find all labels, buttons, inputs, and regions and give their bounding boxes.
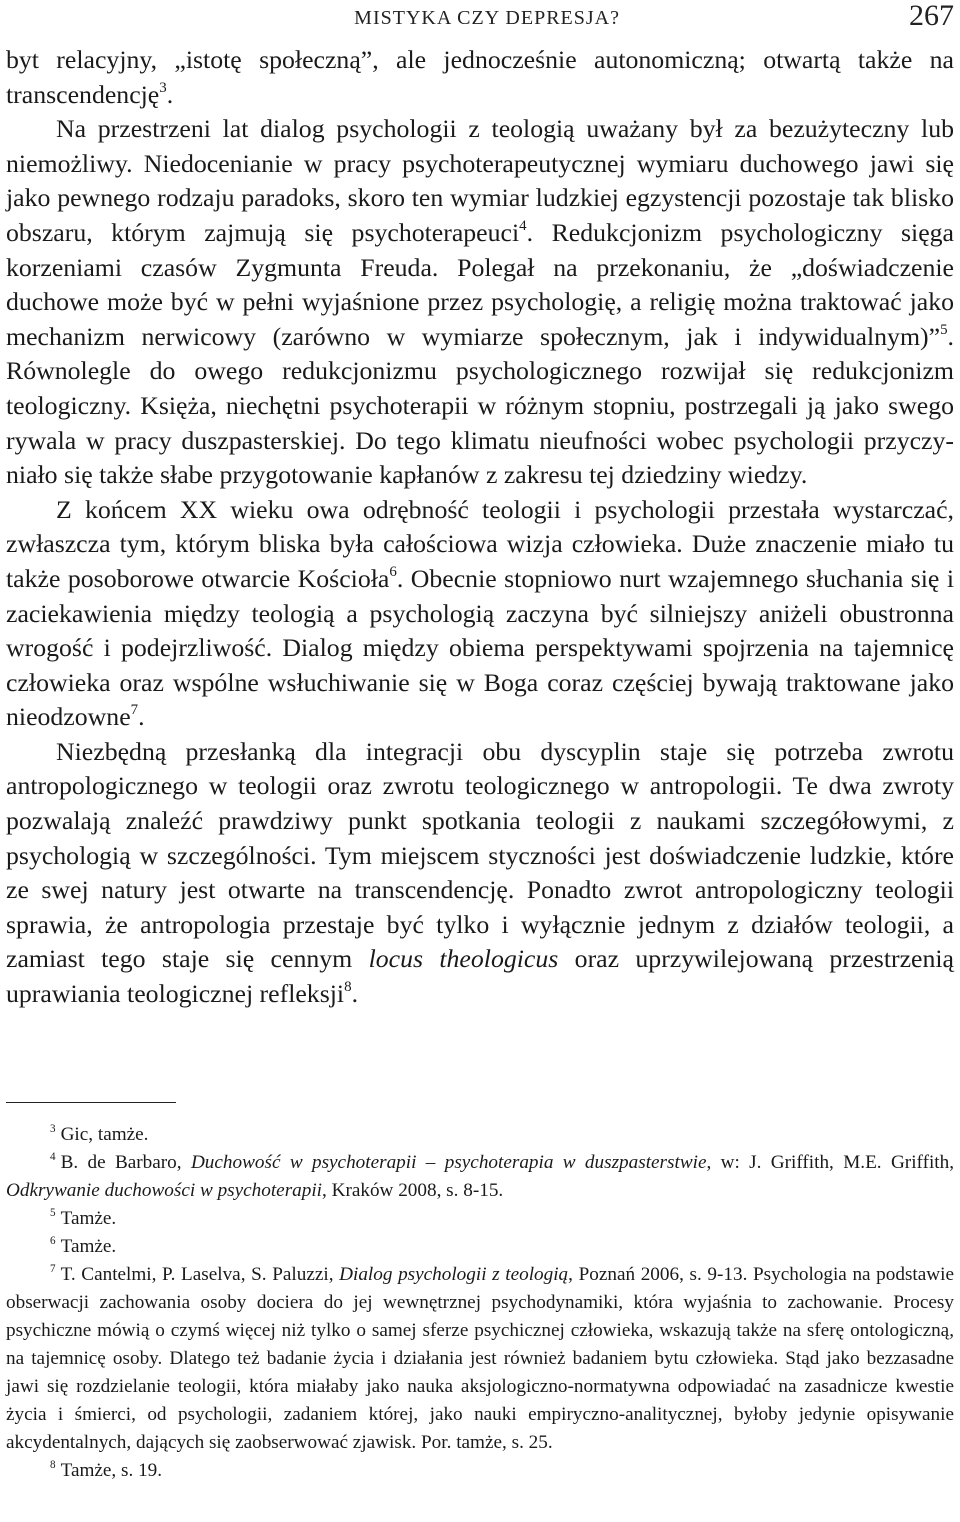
footnote-number: 6 bbox=[50, 1234, 56, 1247]
footnote-ref-6: 6 bbox=[389, 563, 397, 580]
footnote-number: 3 bbox=[50, 1122, 56, 1135]
footnotes bbox=[6, 1121, 954, 1485]
footnote-4: $^4$ B. de Barbaro, Duchowość w psychoterapii – psychoterapia w duszpasterstwie, w: J. Griffith, M.E. Griffith, Odkrywanie duchowości w psychoterapii, Kraków 2008, s. 8-15. bbox=[6, 1150, 955, 1201]
paragraph-1: byt relacyjny, „istotę społeczną”, ale jednocześnie autonomiczną; otwartą także na transcendencję$^3$. bbox=[6, 45, 954, 109]
page-header bbox=[0, 0, 960, 40]
footnote-ref-5: 5 bbox=[940, 321, 948, 338]
footnote-3: $^3$ Gic, tamże. bbox=[50, 1122, 149, 1145]
footnote-ref-8: 8 bbox=[344, 978, 352, 995]
footnote-number: 7 bbox=[50, 1262, 56, 1275]
paragraph-3: Z końcem XX wieku owa odrębność teologii i psychologii przestała wystarczać, zwłaszcza tym, którym bliska była całościowa wizja człowieka. Duże znaczenie miało tu także posoborowe otwarcie Kościoła$^6$. Obecnie stopniowo nurt wzajemnego słuchania się i zaciekawienia między teologią a psychologią zaczyna być silniejszy aniżeli obustronna wrogość i podejrzliwość. Dialog między obiema perspektywami spojrzenia na tajemnicę człowieka oraz wspólne wsłuchiwanie się w Boga coraz częściej bywają traktowane jako nieodzowne$^7$. bbox=[6, 494, 954, 732]
paragraph-2: Na przestrzeni lat dialog psychologii z teologią uważany był za bezużyteczny lub niemożliwy. Niedocenianie w pracy psychoterapeutycznej wymiaru duchowego jawi się jako pewnego rodzaju paradoks, skoro ten wymiar ludzkiej egzystencji pozostaje tak blisko obszaru, którym zajmują się psychoterapeuci$^4$. Redukcjonizm psychologiczny sięga korzeniami czasów Zygmunta Freuda. Polegał na przekonaniu, że „doświadczenie duchowe może być w pełni wyjaśnione przez psychologię, a religię można traktować jako mechanizm nerwicowy (zarówno w wymiarze społecznym, jak i indywidualnym)”$^5$. Równolegle do owego redukcjonizmu psychologicznego rozwijał się redukcjonizm teologiczny. Księża, niechętni psychoterapii w różnym stopniu, postrzegali ją jako swego rywala w pracy duszpasterskiej. Do tego klimatu nieufności wobec psychologii przyczyniało się także słabe przygotowanie kapłanów z zakresu tej dziedziny wiedzy. bbox=[6, 114, 954, 490]
running-title: MISTYKA CZY DEPRESJA? bbox=[354, 7, 620, 29]
italic-term: locus theologicus bbox=[368, 944, 559, 974]
footnote-ref-3: 3 bbox=[159, 79, 167, 96]
footnote-ref-7: 7 bbox=[130, 702, 139, 719]
footnote-number: 4 bbox=[50, 1150, 56, 1163]
main-text bbox=[6, 43, 954, 1012]
footnote-separator bbox=[6, 1102, 176, 1103]
footnote-6: $^6$ Tamże. bbox=[50, 1234, 117, 1257]
footnote-number: 8 bbox=[50, 1458, 56, 1471]
paragraph-4: Niezbędną przesłanką dla integracji obu dyscyplin staje się potrzeba zwrotu antropologicznego w teologii oraz zwrotu teologicznego w antropologii. Te dwa zwroty pozwalają znaleźć prawdziwy punkt spotkania teologii z naukami szczegółowymi, z psychologią w szczególności. Tym miejscem styczności jest doświadczenie ludzkie, które ze swej natury jest otwarte na transcendencję. Ponadto zwrot antropologiczny teologii sprawia, że antropologia przestaje być tylko i wyłącznie jednym z działów teologii, a zamiast tego staje się cennym locus theologicus oraz uprzywilejowaną przestrzenią uprawiania teologicznej refleksji$^8$. bbox=[6, 736, 955, 1009]
footnote-number: 5 bbox=[50, 1206, 56, 1219]
footnote-8: $^8$ Tamże, s. 19. bbox=[50, 1458, 163, 1481]
footnote-7: $^7$ T. Cantelmi, P. Laselva, S. Paluzzi, Dialog psychologii z teologią, Poznań 2006, s. 9-13. Psychologia na podstawie obserwacji zachowania osoby dociera do jej wewnętrznej psychodynamiki, która wyjaśnia to zachowanie. Procesy psychiczne mówią o czymś więcej niż tylko o samej sferze psychicznej człowieka, wskazują także na sferę ontologiczną, na tajemnicę osoby. Dlatego też badanie życia i działania jest również badaniem bytu człowieka. Stąd jako bezzasadne jawi się rozdzielanie teologii, która miałaby jako nauka aksjologiczno-normatywna odpowiadać na zasadnicze kwestie życia i śmierci, od psychologii, zadaniem której, jako nauki empiryczno-analitycznej, byłoby jedynie opisywanie akcydentalnych, dających się zaobserwować zjawisk. Por. tamże, s. 25. bbox=[6, 1262, 954, 1453]
page-number: 267 bbox=[909, 0, 954, 32]
footnote-ref-4: 4 bbox=[519, 217, 527, 234]
footnote-5: $^5$ Tamże. bbox=[50, 1206, 117, 1229]
